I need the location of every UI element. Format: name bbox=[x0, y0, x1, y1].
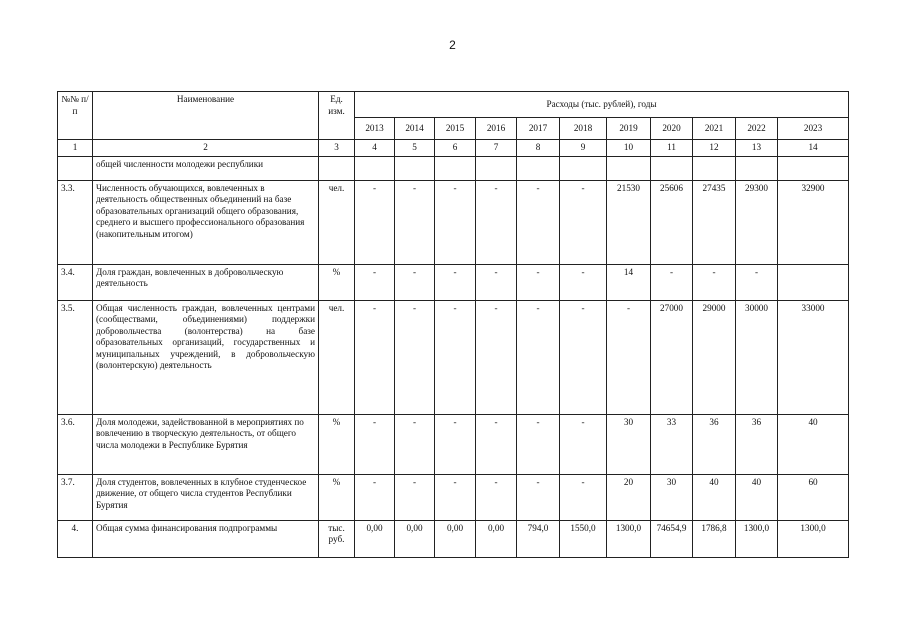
value-cell: 40 bbox=[693, 474, 736, 520]
year-cell: 2019 bbox=[607, 118, 651, 140]
row-name: Доля молодежи, задействованной в мероприятиях по вовлечению в творческую деятельность, от общего числа молодежи в Республике Бурятия bbox=[93, 414, 319, 474]
table-row bbox=[58, 156, 849, 180]
column-number: 9 bbox=[560, 140, 607, 157]
row-name: Численность обучающихся, вовлеченных в деятельность общественных объединений на базе образовательных организаций общего образования, среднего и высшего профессионального образования (накопительным итогом) bbox=[93, 180, 319, 264]
year-cell: 2013 bbox=[355, 118, 395, 140]
year-cell: 2014 bbox=[395, 118, 435, 140]
value-cell: - bbox=[435, 264, 476, 300]
year-cell: 2017 bbox=[517, 118, 560, 140]
value-cell: 33 bbox=[651, 414, 693, 474]
value-cell bbox=[778, 156, 849, 180]
value-cell: 29000 bbox=[693, 300, 736, 414]
column-number: 3 bbox=[319, 140, 355, 157]
page-number: 2 bbox=[449, 38, 456, 52]
row-number: 3.4. bbox=[58, 264, 93, 300]
value-cell: 27000 bbox=[651, 300, 693, 414]
row-number bbox=[58, 156, 93, 180]
value-cell: - bbox=[517, 264, 560, 300]
value-cell: - bbox=[517, 414, 560, 474]
value-cell: 40 bbox=[736, 474, 778, 520]
header-unit: Ед. изм. bbox=[319, 92, 355, 140]
value-cell: 30 bbox=[651, 474, 693, 520]
table-row bbox=[58, 474, 849, 520]
row-unit bbox=[319, 156, 355, 180]
row-unit: % bbox=[319, 474, 355, 520]
column-number: 7 bbox=[476, 140, 517, 157]
value-cell: - bbox=[560, 414, 607, 474]
value-cell: - bbox=[395, 180, 435, 264]
table-row bbox=[58, 520, 849, 557]
value-cell: - bbox=[435, 474, 476, 520]
value-cell bbox=[607, 156, 651, 180]
row-unit: % bbox=[319, 264, 355, 300]
value-cell bbox=[693, 156, 736, 180]
value-cell: 33000 bbox=[778, 300, 849, 414]
row-unit: % bbox=[319, 414, 355, 474]
value-cell: - bbox=[476, 264, 517, 300]
value-cell: 30000 bbox=[736, 300, 778, 414]
header-expenses: Расходы (тыс. рублей), годы bbox=[355, 92, 849, 118]
row-unit: чел. bbox=[319, 300, 355, 414]
value-cell bbox=[517, 156, 560, 180]
value-cell: - bbox=[560, 300, 607, 414]
value-cell: - bbox=[736, 264, 778, 300]
value-cell: - bbox=[355, 300, 395, 414]
value-cell: - bbox=[395, 264, 435, 300]
row-name: Общая сумма финансирования подпрограммы bbox=[93, 520, 319, 557]
value-cell: 0,00 bbox=[435, 520, 476, 557]
value-cell: 1300,0 bbox=[607, 520, 651, 557]
indicators-table bbox=[57, 91, 849, 558]
table-row bbox=[58, 180, 849, 264]
column-number: 11 bbox=[651, 140, 693, 157]
column-numbers-row bbox=[58, 140, 849, 157]
value-cell: - bbox=[517, 300, 560, 414]
value-cell: - bbox=[517, 474, 560, 520]
header-name: Наименование bbox=[93, 92, 319, 140]
value-cell: 29300 bbox=[736, 180, 778, 264]
table-row bbox=[58, 264, 849, 300]
value-cell: 1300,0 bbox=[778, 520, 849, 557]
year-cell: 2021 bbox=[693, 118, 736, 140]
value-cell: 60 bbox=[778, 474, 849, 520]
value-cell bbox=[435, 156, 476, 180]
row-name: Общая численность граждан, вовлеченных центрами (сообществами, объединениями) поддержки добровольчества (волонтерства) на базе образовательных организаций, государственных и муниципальных учреждений, в добровольческую (волонтерскую) деятельность bbox=[93, 300, 319, 414]
row-name: Доля граждан, вовлеченных в добровольческую деятельность bbox=[93, 264, 319, 300]
value-cell: - bbox=[476, 300, 517, 414]
value-cell: 14 bbox=[607, 264, 651, 300]
value-cell: - bbox=[476, 414, 517, 474]
column-number: 2 bbox=[93, 140, 319, 157]
value-cell: - bbox=[395, 300, 435, 414]
row-unit: тыс. руб. bbox=[319, 520, 355, 557]
row-name: общей численности молодежи республики bbox=[93, 156, 319, 180]
column-number: 13 bbox=[736, 140, 778, 157]
table-row bbox=[58, 414, 849, 474]
value-cell: - bbox=[517, 180, 560, 264]
value-cell: 36 bbox=[736, 414, 778, 474]
column-number: 14 bbox=[778, 140, 849, 157]
column-number: 4 bbox=[355, 140, 395, 157]
value-cell: 32900 bbox=[778, 180, 849, 264]
year-cell: 2022 bbox=[736, 118, 778, 140]
value-cell bbox=[778, 264, 849, 300]
year-cell: 2020 bbox=[651, 118, 693, 140]
value-cell: 21530 bbox=[607, 180, 651, 264]
table-row bbox=[58, 300, 849, 414]
value-cell bbox=[395, 156, 435, 180]
value-cell: - bbox=[355, 474, 395, 520]
column-number: 10 bbox=[607, 140, 651, 157]
value-cell bbox=[736, 156, 778, 180]
row-unit: чел. bbox=[319, 180, 355, 264]
value-cell: 36 bbox=[693, 414, 736, 474]
value-cell bbox=[560, 156, 607, 180]
value-cell: - bbox=[355, 264, 395, 300]
value-cell: - bbox=[395, 414, 435, 474]
value-cell: 0,00 bbox=[476, 520, 517, 557]
value-cell bbox=[651, 156, 693, 180]
value-cell: 0,00 bbox=[355, 520, 395, 557]
row-number: 3.6. bbox=[58, 414, 93, 474]
value-cell: - bbox=[560, 474, 607, 520]
value-cell: - bbox=[476, 180, 517, 264]
value-cell: - bbox=[693, 264, 736, 300]
value-cell: - bbox=[355, 414, 395, 474]
value-cell: 794,0 bbox=[517, 520, 560, 557]
value-cell bbox=[476, 156, 517, 180]
value-cell: 1786,8 bbox=[693, 520, 736, 557]
row-name: Доля студентов, вовлеченных в клубное студенческое движение, от общего числа студентов Республики Бурятия bbox=[93, 474, 319, 520]
value-cell: - bbox=[607, 300, 651, 414]
year-cell: 2023 bbox=[778, 118, 849, 140]
value-cell: 30 bbox=[607, 414, 651, 474]
row-number: 3.7. bbox=[58, 474, 93, 520]
year-cell: 2016 bbox=[476, 118, 517, 140]
value-cell: - bbox=[435, 300, 476, 414]
value-cell: 25606 bbox=[651, 180, 693, 264]
value-cell: - bbox=[560, 264, 607, 300]
value-cell: 1550,0 bbox=[560, 520, 607, 557]
column-number: 12 bbox=[693, 140, 736, 157]
column-number: 8 bbox=[517, 140, 560, 157]
value-cell: 1300,0 bbox=[736, 520, 778, 557]
year-cell: 2018 bbox=[560, 118, 607, 140]
column-number: 5 bbox=[395, 140, 435, 157]
column-number: 6 bbox=[435, 140, 476, 157]
column-number: 1 bbox=[58, 140, 93, 157]
value-cell: 40 bbox=[778, 414, 849, 474]
year-cell: 2015 bbox=[435, 118, 476, 140]
value-cell: - bbox=[651, 264, 693, 300]
value-cell: - bbox=[395, 474, 435, 520]
value-cell: - bbox=[476, 474, 517, 520]
value-cell: 27435 bbox=[693, 180, 736, 264]
value-cell: - bbox=[355, 180, 395, 264]
row-number: 3.3. bbox=[58, 180, 93, 264]
value-cell: 0,00 bbox=[395, 520, 435, 557]
row-number: 4. bbox=[58, 520, 93, 557]
value-cell bbox=[355, 156, 395, 180]
row-number: 3.5. bbox=[58, 300, 93, 414]
value-cell: - bbox=[560, 180, 607, 264]
header-num: №№ п/п bbox=[58, 92, 93, 140]
value-cell: - bbox=[435, 414, 476, 474]
value-cell: 74654,9 bbox=[651, 520, 693, 557]
value-cell: - bbox=[435, 180, 476, 264]
value-cell: 20 bbox=[607, 474, 651, 520]
